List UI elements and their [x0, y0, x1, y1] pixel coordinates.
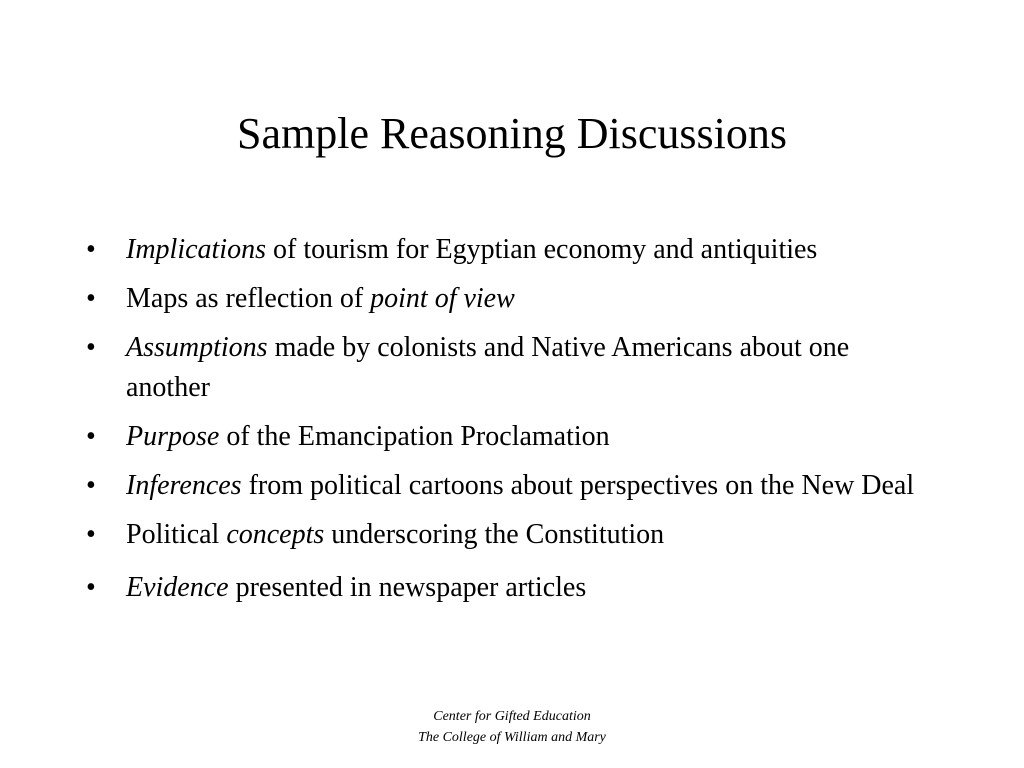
- bullet-icon: •: [86, 470, 96, 501]
- bullet-item: [86, 279, 916, 319]
- footer-institution: The College of William and Mary: [418, 730, 606, 745]
- slide-footer: [0, 706, 1024, 748]
- bullet-emphasis: Inferences: [126, 470, 242, 501]
- bullet-emphasis: concepts: [226, 519, 325, 550]
- bullet-text: presented in newspaper articles: [228, 572, 587, 603]
- footer-organization: Center for Gifted Education: [433, 709, 591, 724]
- bullet-text: of tourism for Egyptian economy and antiquities: [266, 234, 818, 265]
- bullet-emphasis: point of view: [370, 283, 515, 314]
- bullet-emphasis: Assumptions: [126, 332, 268, 363]
- bullet-text: underscoring the Constitution: [324, 519, 665, 550]
- bullet-icon: •: [86, 421, 96, 452]
- bullet-emphasis: Evidence: [126, 572, 229, 603]
- bullet-icon: •: [86, 234, 96, 265]
- slide-title: Sample Reasoning Discussions: [237, 109, 787, 158]
- bullet-icon: •: [86, 572, 96, 603]
- bullet-icon: •: [86, 332, 96, 363]
- bullet-icon: •: [86, 519, 96, 550]
- bullet-item: [86, 466, 916, 506]
- bullet-icon: •: [86, 283, 96, 314]
- bullet-text: Maps as reflection of: [126, 283, 371, 314]
- bullet-text: Political: [126, 519, 227, 550]
- bullet-item: [86, 230, 916, 270]
- bullet-emphasis: Purpose: [126, 421, 220, 452]
- bullet-item: [86, 568, 916, 608]
- bullet-text: made by colonists and Native Americans about one another: [126, 332, 850, 403]
- bullet-list: [86, 230, 916, 617]
- bullet-emphasis: Implications: [126, 234, 266, 265]
- bullet-item: [86, 417, 916, 457]
- bullet-text: from political cartoons about perspectives on the New Deal: [241, 470, 915, 501]
- bullet-text: of the Emancipation Proclamation: [219, 421, 610, 452]
- bullet-item: [86, 515, 916, 555]
- bullet-item: [86, 328, 916, 408]
